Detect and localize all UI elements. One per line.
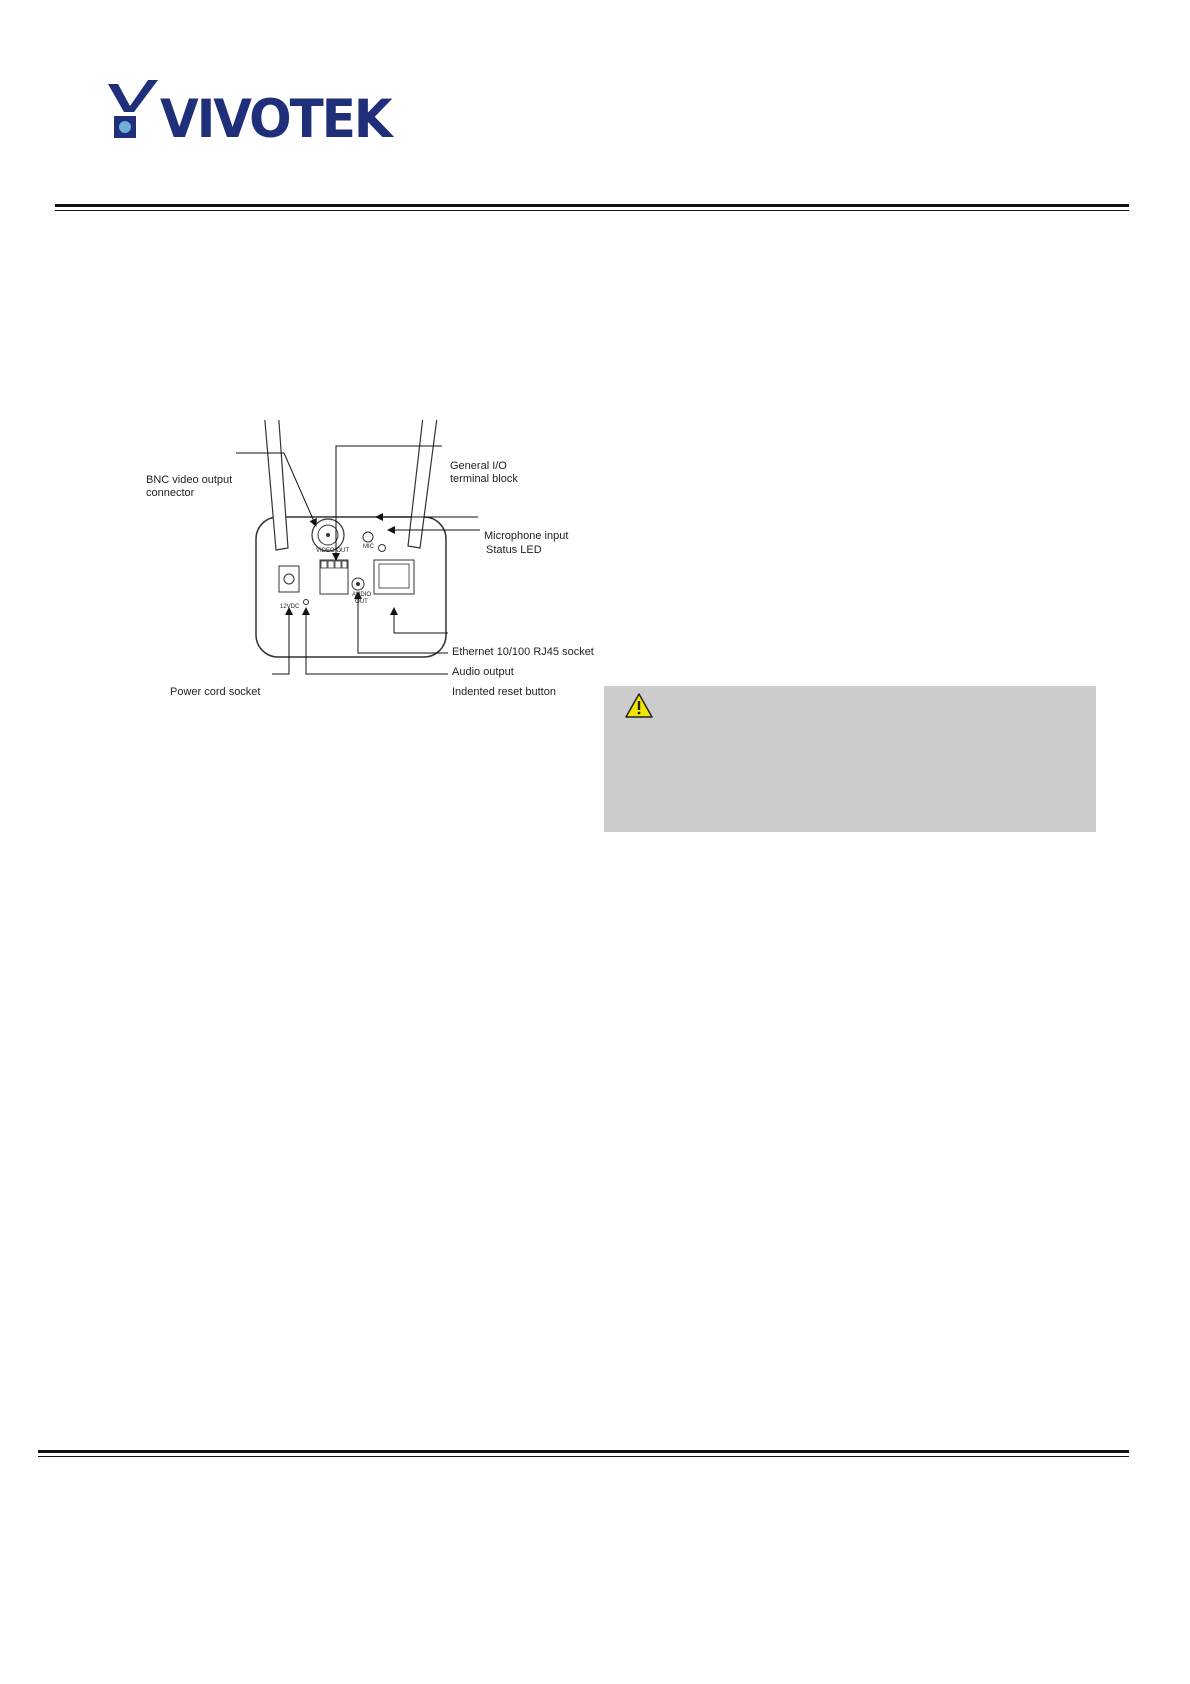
header-rule — [55, 204, 1129, 207]
camera-rear-panel-figure — [130, 420, 600, 700]
footer-rule — [38, 1450, 1129, 1453]
callout-mic: Microphone input — [484, 530, 569, 542]
callout-eth: Ethernet 10/100 RJ45 socket — [452, 646, 594, 658]
callout-bnc: BNC video output connector — [146, 474, 233, 499]
callout-power: Power cord socket — [170, 686, 261, 698]
callout-led: Status LED — [486, 544, 542, 556]
status-led — [379, 545, 386, 552]
warning-triangle-icon — [624, 692, 654, 720]
reset-button — [304, 600, 309, 605]
warning-note-box — [604, 686, 1096, 832]
dc-power-socket — [279, 566, 299, 592]
label-audio-out: AUDIO OUT — [352, 592, 372, 605]
callout-audio: Audio output — [452, 666, 514, 678]
header-rule-thin — [55, 210, 1129, 211]
callout-gio: General I/O terminal block — [450, 460, 518, 485]
rj45-socket — [374, 560, 414, 594]
logo-wordmark: VIVOTEK — [160, 88, 391, 150]
label-mic: MIC — [363, 544, 374, 550]
vivotek-logo — [104, 76, 391, 166]
footer-rule-thin — [38, 1456, 1129, 1457]
label-12vdc: 12VDC — [280, 604, 300, 610]
callout-reset: Indented reset button — [452, 686, 556, 698]
label-video-out: VIDEO OUT — [316, 548, 350, 554]
logo-mark-icon — [104, 78, 164, 148]
mic-jack — [363, 532, 373, 542]
